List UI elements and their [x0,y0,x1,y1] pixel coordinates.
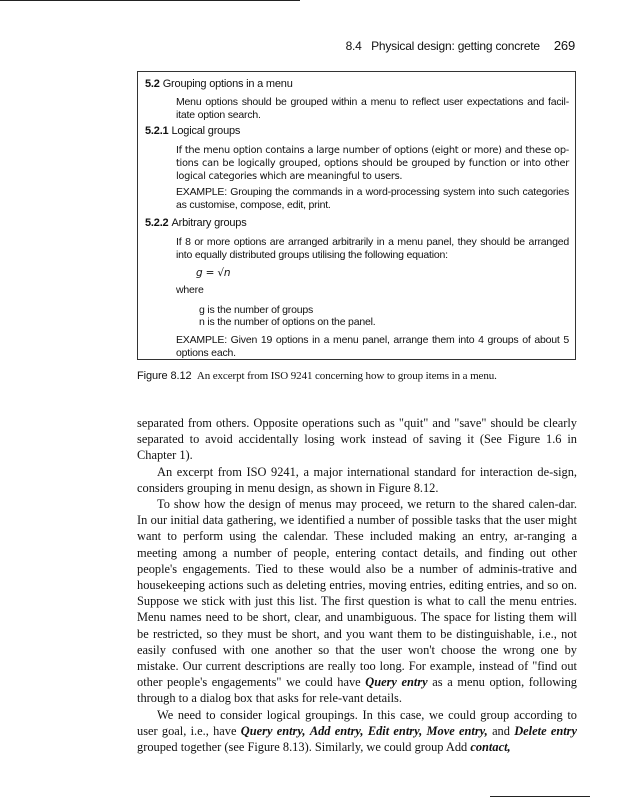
header-section: 8.4 [345,39,362,53]
figure-box [137,71,576,360]
paragraph-3: To show how the design of menus may proceed, we return to the shared calen-dar. In our initial data gathering, we identified a number of possible tasks that the user might want to perform using the calendar. These included making an entry, ar-ranging a meeting among a number of people, entering contact details, and finding out other people's engagements. Tied to these would also be a number of adminis-trative and housekeeping actions such as deleting entries, moving entries, editing entries, and so on. Suppose we stick with just this list. The first question is what to call the menu entries. Menu names need to be short, clear, and unambiguous. The space for listing them will be restricted, so they must be short, and you want them to be distinguishable, i.e., not easily confused with one another so that the user won't choose the wrong one by mistake. Our current descriptions are really too long. For example, instead of "find out other people's engagements" we could have Query entry as a menu option, following through to a dialog box that asks for rele-vant details. [137,497,577,706]
emphasis-contact: contact, [470,740,511,755]
emphasis-query-entry-2: Query entry, [240,723,306,738]
section-5-2-heading: 5.2 Grouping options in a menu [145,78,293,90]
section-5-2-2-text: If 8 or more options are arranged arbitrarily in a menu panel, they should be arranged into equally distributed groups utilising the following equation: [176,236,569,261]
emphasis-add-entry: Add entry, [309,723,364,738]
section-5-2-text: Menu options should be grouped within a menu to reflect user expectations and facil-itate option search. [176,96,569,121]
emphasis-edit-entry: Edit entry, [367,723,423,738]
section-5-2-1-example: EXAMPLE: Grouping the commands in a word-processing system into such categories as customise, compose, edit, print. [176,186,569,211]
top-rule [0,0,300,1]
grouping-equation: g = √n [196,267,231,279]
caption-label: Figure 8.12 [137,370,192,382]
figure-caption [137,370,577,382]
page-number: 269 [553,38,575,53]
emphasis-delete-entry: Delete entry [514,723,577,738]
definition-g: g is the number of groups [199,304,314,316]
emphasis-query-entry: Query entry [365,675,428,690]
caption-text: An excerpt from ISO 9241 concerning how to group items in a menu. [196,370,497,382]
bottom-rule [490,796,590,797]
paragraph-1: separated from others. Opposite operations such as "quit" and "save" should be clearly separated to avoid accidentally losing work instead of saving it (See Figure 1.6 in Chapter 1). [137,416,577,463]
section-5-2-2-heading: 5.2.2 Arbitrary groups [145,217,247,229]
emphasis-move-entry: Move entry, [426,723,488,738]
paragraph-2: An excerpt from ISO 9241, a major international standard for interaction de-sign, considers grouping in menu design, as shown in Figure 8.12. [137,464,577,495]
body-text [137,415,577,755]
where-label: where [176,284,204,296]
running-header [300,38,575,53]
paragraph-4: We need to consider logical groupings. In this case, we could group according to user goal, i.e., have Query entry, Add entry, Edit entry, Move entry, and Delete entry grouped together (see Figure 8.13). Similarly, we could group Add contact, [137,707,577,755]
section-5-2-2-example: EXAMPLE: Given 19 options in a menu panel, arrange them into 4 groups of about 5 options each. [176,334,569,359]
section-5-2-1-text: If the menu option contains a large number of options (eight or more) and these op-tions can be logically grouped, options should be grouped by function or into other logical categories which are meaningful to users. [176,145,569,182]
section-5-2-1-heading: 5.2.1 Logical groups [145,125,241,137]
definition-n: n is the number of options on the panel. [199,316,376,328]
header-title: Physical design: getting concrete [371,39,540,53]
